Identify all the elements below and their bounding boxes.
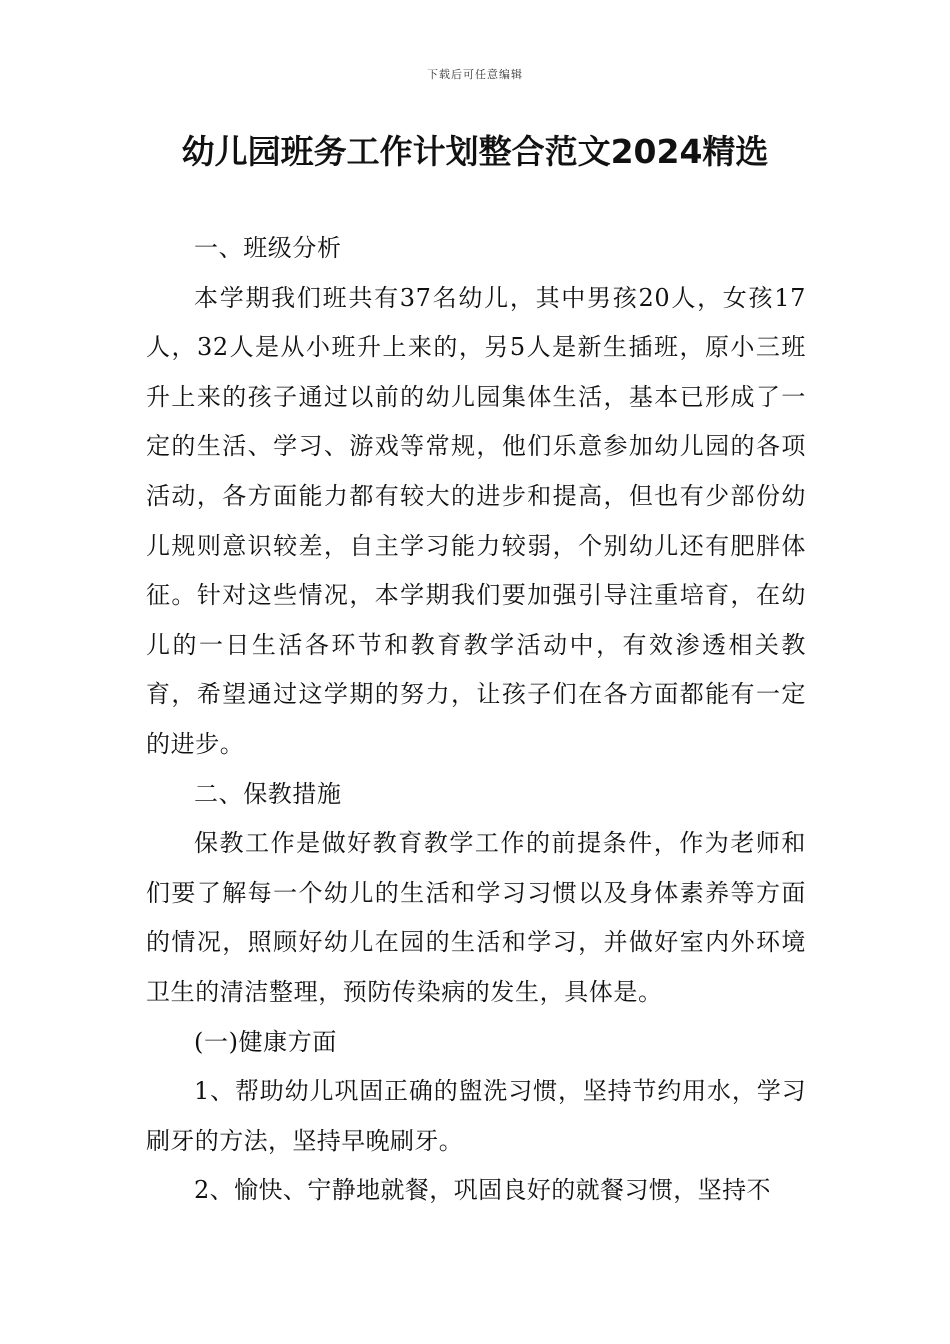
- list-item-dining-habits: 2、愉快、宁静地就餐，巩固良好的就餐习惯，坚持不: [194, 1176, 771, 1205]
- header-note: 下载后可任意编辑: [427, 68, 523, 81]
- document-title: 幼儿园班务工作计划整合范文2024精选: [181, 132, 769, 171]
- paragraph-class-analysis: 本学期我们班共有37名幼儿，其中男孩20人，女孩17人，32人是从小班升上来的，另5人是新生插班，原小三班升上来的孩子通过以前的幼儿园集体生活，基本已形成了一定的生活、学习、游戏等常规，他们乐意参加幼儿园的各项活动，各方面能力都有较大的进步和提高，但也有少部份幼儿规则意识较差，自主学习能力较弱，个别幼儿还有肥胖体征。针对这些情况，本学期我们要加强引导注重培育，在幼儿的一日生活各环节和教育教学活动中，有效渗透相关教育，希望通过这学期的努力，让孩子们在各方面都能有一定的进步。: [146, 283, 806, 758]
- list-item-washing-habits: 1、帮助幼儿巩固正确的盥洗习惯，坚持节约用水，学习刷牙的方法，坚持早晚刷牙。: [146, 1077, 806, 1155]
- document-body: [146, 224, 806, 1216]
- subheading-health: (一)健康方面: [194, 1027, 337, 1056]
- section-heading-class-analysis: 一、班级分析: [194, 234, 342, 262]
- paragraph-care-measures: 保教工作是做好教育教学工作的前提条件，作为老师和们要了解每一个幼儿的生活和学习习惯以及身体素养等方面的情况，照顾好幼儿在园的生活和学习，并做好室内外环境卫生的清洁整理，预防传染病的发生，具体是。: [146, 829, 806, 1006]
- section-heading-care-measures: 二、保教措施: [194, 779, 342, 808]
